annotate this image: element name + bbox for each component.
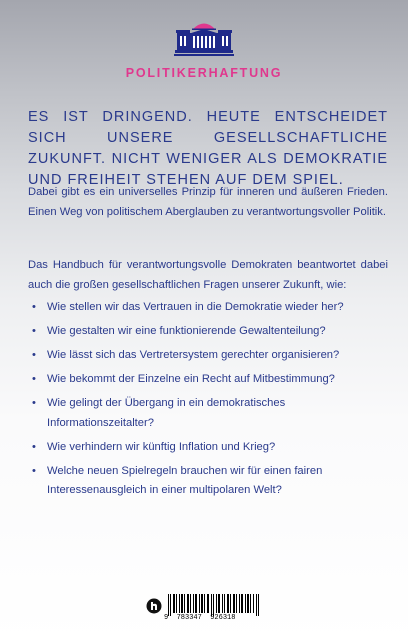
lead-in-paragraph: Das Handbuch für verantwortungsvolle Demokraten beantwortet dabei auch die großen gesellschaftlichen Fragen unserer Zukunft, wie:: [28, 259, 388, 291]
list-item: [28, 298, 388, 318]
series-title: POLITIKERHAFTUNG: [125, 66, 283, 80]
barcode-number: [164, 614, 268, 622]
list-item: [28, 322, 388, 342]
list-item: [28, 462, 388, 501]
bullet: •: [32, 440, 36, 453]
bullet: •: [32, 301, 36, 313]
parliament-building-icon: [174, 16, 234, 58]
barcode-digits-left: 783347: [176, 614, 202, 622]
list-item: [28, 346, 388, 366]
question-list: [28, 298, 388, 505]
question-text: Welche neuen Spielregeln brauchen wir für einen fairen Interessenausgleich in einer multipolaren Welt?: [47, 464, 323, 496]
question-text: Wie stellen wir das Vertrauen in die Demokratie wieder her?: [47, 301, 344, 313]
question-text: Wie gelingt der Übergang in ein demokratisches Informationszeitalter?: [47, 397, 286, 429]
barcode-digit-lead: 9: [164, 614, 169, 622]
intro-paragraph: Dabei gibt es ein universelles Prinzip für inneren und äußeren Frieden. Einen Weg von politischem Aberglauben zu verantwortungsvoller Politik.: [28, 186, 388, 218]
question-text: Wie verhindern wir künftig Inflation und Krieg?: [47, 440, 276, 453]
bullet: •: [32, 397, 36, 409]
list-item: [28, 438, 388, 458]
question-text: Wie gestalten wir eine funktionierende Gewaltenteilung?: [47, 325, 326, 337]
bullet: •: [32, 325, 36, 337]
list-item: [28, 394, 388, 433]
question-text: Wie bekommt der Einzelne ein Recht auf Mitbestimmung?: [47, 373, 335, 385]
headline: ES IST DRINGEND. HEUTE ENTSCHEIDET SICH UNSERE GESELLSCHAFTLICHE ZUKUNFT. NICHT WENIGER ALS DEMOKRATIE UND FREIHEIT STEHEN AUF DEM SPIEL.: [28, 109, 388, 188]
bullet: •: [32, 349, 36, 361]
publisher-logo-icon: [146, 598, 162, 614]
barcode-digits-right: 926318: [210, 614, 236, 622]
list-item: [28, 370, 388, 390]
bullet: •: [32, 373, 36, 385]
bullet: •: [32, 464, 36, 477]
question-text: Wie lässt sich das Vertretersystem gerechter organisieren?: [47, 349, 340, 361]
